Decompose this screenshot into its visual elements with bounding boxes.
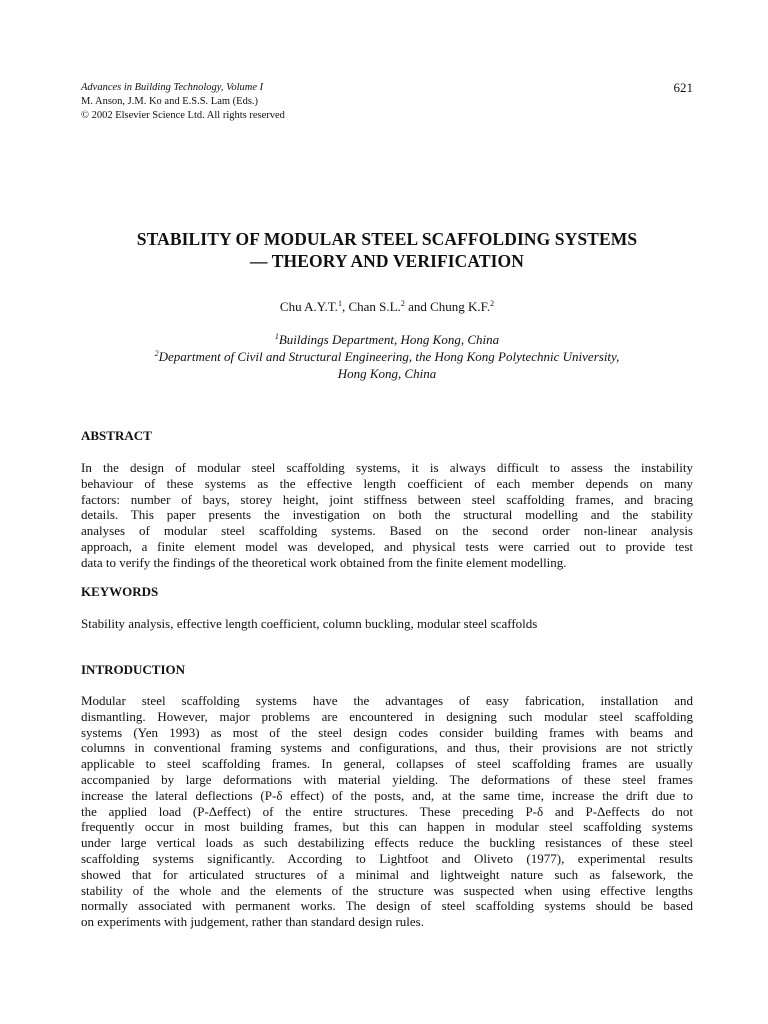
abstract-line: analyses of modular steel scaffolding systems. Based on the second order non-linear analysis xyxy=(81,523,693,539)
title-line-1: STABILITY OF MODULAR STEEL SCAFFOLDING SYSTEMS xyxy=(136,229,638,249)
introduction-body xyxy=(81,693,693,930)
copyright-line: © 2002 Elsevier Science Ltd. All rights reserved xyxy=(81,110,285,121)
publication-header xyxy=(81,81,693,123)
affiliation-2: $^2$Department of Civil and Structural Engineering, the Hong Kong Polytechnic University, xyxy=(154,349,620,364)
author-1-affil: 1 xyxy=(337,299,342,308)
affiliation-2-cont: Hong Kong, China xyxy=(337,366,437,381)
introduction-line: Modular steel scaffolding systems have the advantages of easy fabrication, installation and xyxy=(81,693,693,708)
page-number: 621 xyxy=(673,80,693,95)
introduction-line: columns in conventional framing systems and configurations, and thus, their provisions are not strictly xyxy=(81,740,693,756)
introduction-line: scaffolding systems significantly. According to Lightfoot and Oliveto (1977), experimental results xyxy=(81,850,693,866)
introduction-line: frequently occur in most building frames, but this can happen in modular steel scaffolding systems xyxy=(81,819,693,835)
author-2: , Chan S.L. xyxy=(341,299,401,314)
abstract-line: details. This paper presents the investigation on both the structural modelling and the stability xyxy=(81,507,693,523)
introduction-line: on experiments with judgement, rather than standard design rules. xyxy=(81,914,424,930)
abstract-line: approach, a finite element model was developed, and physical tests were carried out to provide test xyxy=(81,538,693,554)
introduction-line: under large vertical loads as such destabilizing effects reduce the buckling resistances of these steel xyxy=(81,835,693,851)
introduction-line: the applied load (P-Δeffect) of the entire structures. These preceding P-δ and P-Δeffects do not xyxy=(81,803,693,819)
paper-title xyxy=(81,228,693,272)
introduction-heading: INTRODUCTION xyxy=(81,662,186,677)
introduction-line: systems (Yen 1993) as most of the steel design codes consider building frames with beams and xyxy=(81,724,693,740)
abstract-line: factors: number of bays, storey height, joint stiffness between steel scaffolding frames, and bracing xyxy=(81,491,693,507)
author-1: Chu A.Y.T. xyxy=(279,299,338,314)
introduction-line: increase the lateral deflections (P-δ effect) of the posts, and, at the same time, increase the drift due to xyxy=(81,787,693,803)
introduction-line: dismantling. However, major problems are encountered in designing such modular steel scaffolding xyxy=(81,708,693,724)
abstract-line: In the design of modular steel scaffolding systems, it is always difficult to assess the instability xyxy=(81,460,693,475)
editors-line: M. Anson, J.M. Ko and E.S.S. Lam (Eds.) xyxy=(81,96,259,107)
abstract-line: data to verify the findings of the theoretical work obtained from the finite element modelling. xyxy=(81,554,567,570)
journal-name: Advances in Building Technology, Volume I xyxy=(81,82,264,93)
abstract-body xyxy=(81,460,693,571)
introduction-line: accompanied by large deformations with material yielding. The deformations of these steel frames xyxy=(81,771,693,787)
author-3-affil: 2 xyxy=(490,299,495,308)
author-3: and Chung K.F. xyxy=(404,299,491,314)
affiliations xyxy=(81,331,693,382)
keywords-text: Stability analysis, effective length coefficient, column buckling, modular steel scaffolds xyxy=(81,616,538,631)
abstract-heading: ABSTRACT xyxy=(81,428,152,443)
title-line-2: — THEORY AND VERIFICATION xyxy=(250,251,524,271)
introduction-line: normally associated with permanent works. The design of steel scaffolding systems should be based xyxy=(81,898,693,914)
affiliation-1: $^1$Buildings Department, Hong Kong, China xyxy=(274,332,500,347)
introduction-line: applicable to steel scaffolding frames. In general, collapses of steel scaffolding frames are usually xyxy=(81,756,693,772)
introduction-line: stability of the whole and the elements of the structure was suspected when using effective lengths xyxy=(81,882,693,898)
author-2-affil: 2 xyxy=(400,299,405,308)
author-list xyxy=(81,299,693,315)
keywords-heading: KEYWORDS xyxy=(81,584,159,599)
introduction-line: showed that for articulated structures of a minimal and lightweight nature such as falsework, the xyxy=(81,866,693,882)
abstract-line: behaviour of these systems as the effective length coefficient of each member depends on many xyxy=(81,475,693,491)
